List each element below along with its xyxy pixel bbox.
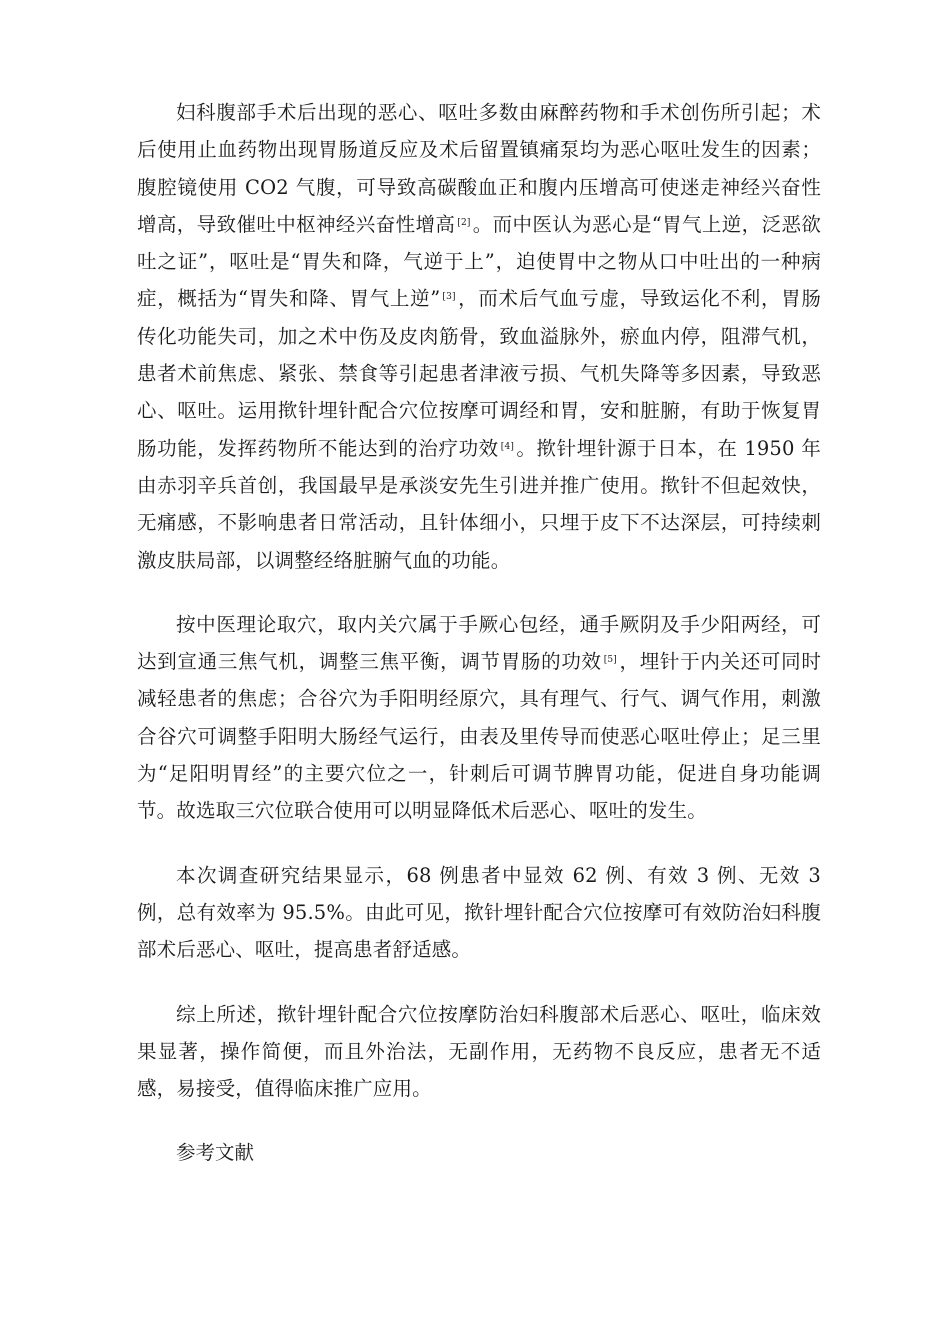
paragraph (137, 606, 821, 830)
citation-ref: [3] (442, 292, 456, 303)
text-segment: 妇科腹部手术后出现的恶心、呕吐多数由麻醉药物和手术创伤所引起；术后使用止血药物出现胃肠道反应及术后留置镇痛泵均为恶心呕吐发生的因素；腹腔镜使用 CO2 气腹，可导致高碳酸血正和腹内压增高可使迷走神经兴奋性增高，导致催吐中枢神经兴奋性增高 (137, 101, 821, 236)
text-segment: ，埋针于内关还可同时减轻患者的焦虑；合谷穴为手阳明经原穴，具有理气、行气、调气作用，刺激合谷穴可调整手阳明大肠经气运行，由表及里传导而使恶心呕吐停止；足三里为“足阳明胃经”的主要穴位之一，针刺后可调节脾胃功能，促进自身功能调节。故选取三穴位联合使用可以明显降低术后恶心、呕吐的发生。 (137, 650, 821, 823)
citation-ref: [2] (457, 217, 471, 228)
paragraph (137, 94, 821, 579)
document-page (137, 94, 821, 1172)
text-segment: 综上所述，揿针埋针配合穴位按摩防治妇科腹部术后恶心、呕吐，临床效果显著，操作简便，而且外治法，无副作用，无药物不良反应，患者无不适感，易接受，值得临床推广应用。 (137, 1002, 821, 1101)
text-segment: 。而中医认为恶心是“胃气上逆，泛恶欲吐之证”，呕吐是“胃失和降，气逆于上”，迫使胃中之物从口中吐出的一种病症，概括为“胃失和降、胃气上逆” (137, 212, 822, 311)
paragraph (137, 996, 821, 1108)
references-heading: 参考文献 (176, 1141, 255, 1165)
text-segment: 按中医理论取穴，取内关穴属于手厥心包经，通手厥阴及手少阳两经，可达到宣通三焦气机，调整三焦平衡，调节胃肠的功效 (137, 612, 821, 674)
citation-ref: [4] (500, 441, 514, 452)
text-segment: 本次调查研究结果显示，68 例患者中显效 62 例、有效 3 例、无效 3 例，总有效率为 95.5%。由此可见，揿针埋针配合穴位按摩可有效防治妇科腹部术后恶心、呕吐，提高患者舒适感。 (137, 863, 821, 962)
citation-ref: [5] (603, 655, 617, 666)
paragraph (137, 857, 821, 969)
text-segment: ，而术后气血亏虚，导致运化不利，胃肠传化功能失司，加之术中伤及皮肉筋骨，致血溢脉外，瘀血内停，阻滞气机，患者术前焦虑、紧张、禁食等引起患者津液亏损、气机失降等多因素，导致恶心、呕吐。运用揿针埋针配合穴位按摩可调经和胃，安和脏腑，有助于恢复胃肠功能，发挥药物所不能达到的治疗功效 (137, 287, 821, 460)
text-segment: 。揿针埋针源于日本，在 1950 年由赤羽辛兵首创，我国最早是承淡安先生引进并推广使用。揿针不但起效快，无痛感，不影响患者日常活动，且针体细小，只埋于皮下不达深层，可持续刺激皮肤局部，以调整经络脏腑气血的功能。 (137, 436, 821, 572)
body-text (137, 94, 821, 1107)
